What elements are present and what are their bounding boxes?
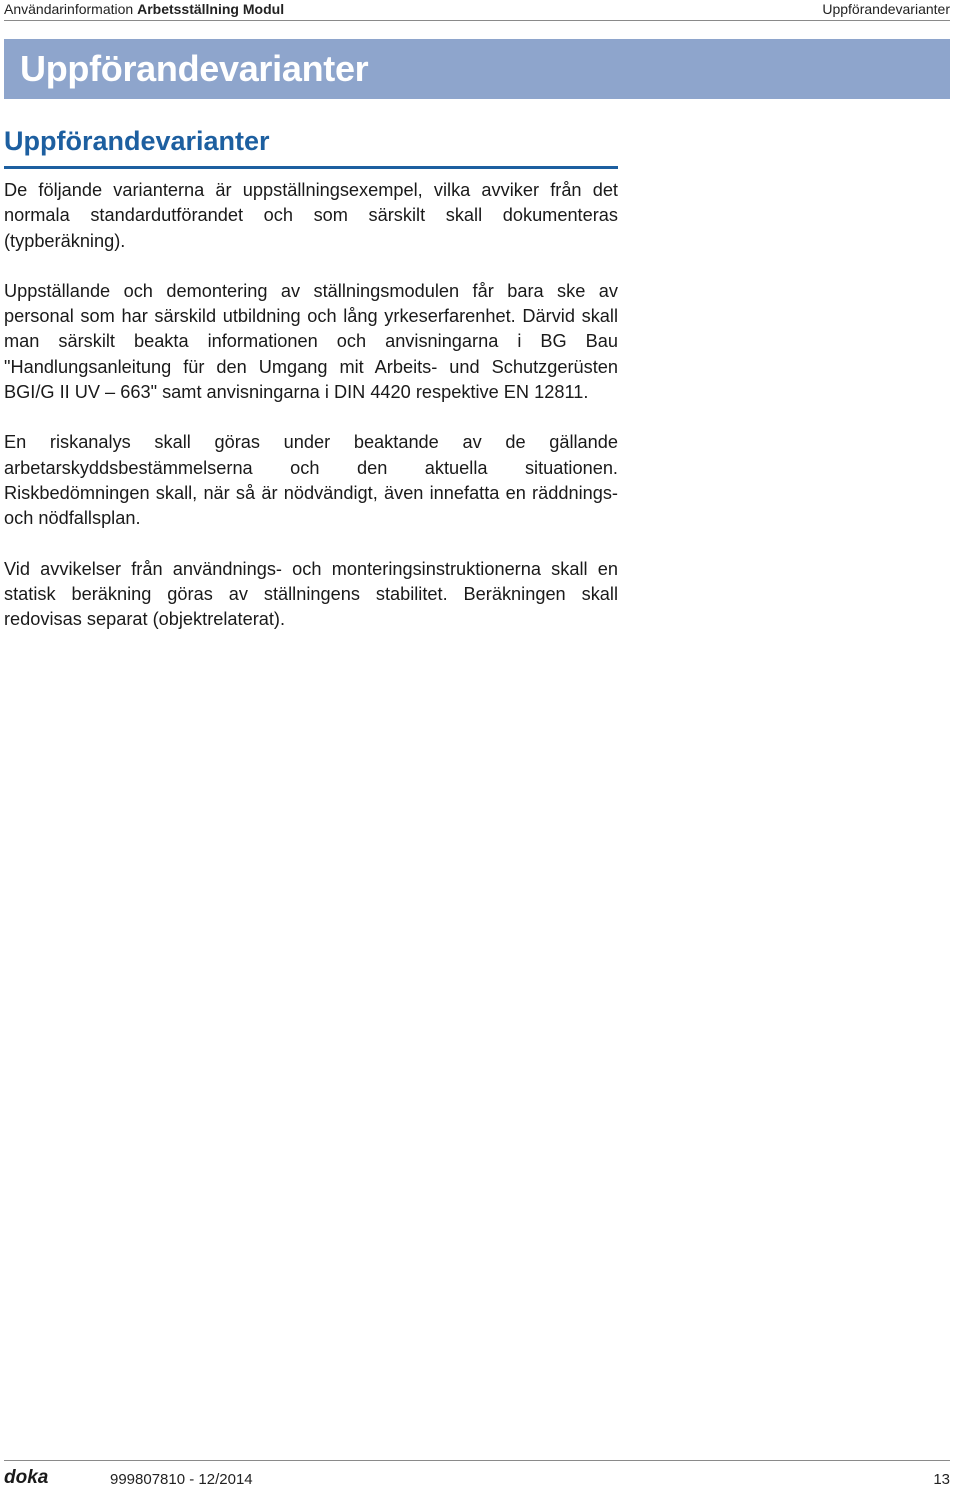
paragraph: Uppställande och demontering av ställningsmodulen får bara ske av personal som har särskild utbildning och lång yrkeserfarenhet. Därvid skall man särskilt beakta informationen och anvisningarna i BG Bau "Handlungsanleitung für den Umgang mit Arbeits- und Schutzgerüsten BGI/G II UV – 663" samt anvisningarna i DIN 4420 respektive EN 12811. <box>4 280 618 403</box>
body-text <box>4 178 618 657</box>
chapter-title: Uppförandevarianter <box>20 48 369 89</box>
page-header <box>4 0 950 21</box>
section-title: Uppförandevarianter <box>4 126 270 156</box>
document-number: 999807810 - 12/2014 <box>110 1471 253 1488</box>
section-heading <box>4 124 618 169</box>
header-product: Arbetsställning Modul <box>137 1 285 17</box>
doka-logo <box>4 1467 62 1487</box>
header-chapter: Uppförandevarianter <box>822 1 950 17</box>
paragraph: De följande varianterna är uppställningsexempel, vilka avviker från det normala standardutförandet och som särskilt skall dokumenteras (typberäkning). <box>4 180 618 251</box>
paragraph: Vid avvikelser från användnings- och monteringsinstruktionerna skall en statisk beräkning göras av ställningens stabilitet. Beräkningen skall redovisas separat (objektrelaterat). <box>4 558 618 630</box>
logo-text: doka <box>4 1467 49 1487</box>
page-footer <box>4 1460 950 1489</box>
chapter-banner <box>4 39 950 99</box>
header-prefix: Användarinformation <box>4 1 134 17</box>
page-number: 13 <box>933 1471 950 1488</box>
paragraph: En riskanalys skall göras under beaktande av de gällande arbetarskyddsbestämmelserna och den aktuella situationen. Riskbedömningen skall, när så är nödvändigt, även innefatta en räddnings- och nödfallsplan. <box>4 432 618 529</box>
header-document-title <box>4 0 284 18</box>
